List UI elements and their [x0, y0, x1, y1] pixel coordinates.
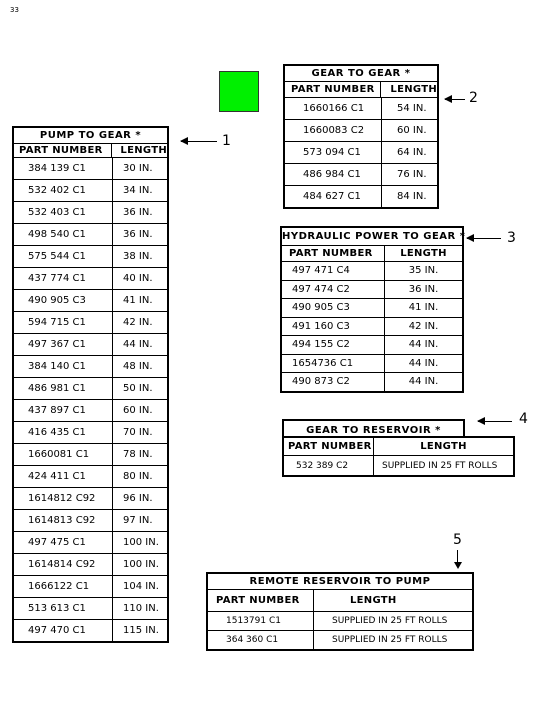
pump-to-gear-table [12, 126, 169, 643]
part-number-cell: 486 984 C1 [285, 164, 382, 185]
part-number-cell: 384 140 C1 [14, 356, 113, 377]
table-row [14, 202, 167, 224]
length-cell: 34 IN. [123, 185, 153, 196]
part-number-cell: 384 139 C1 [14, 158, 113, 179]
table-row [14, 532, 167, 554]
part-number-cell: 424 411 C1 [14, 466, 113, 487]
length-cell: 104 IN. [123, 581, 159, 592]
table-row [14, 180, 167, 202]
col-length-header: LENGTH [120, 145, 167, 156]
table-title: REMOTE RESERVOIR TO PUMP [208, 574, 472, 590]
table-header [284, 438, 513, 456]
length-cell: 36 IN. [408, 283, 439, 295]
length-cell: 76 IN. [397, 169, 427, 180]
part-number-cell: 1513791 C1 [208, 612, 314, 630]
callout-label-2: 2 [469, 90, 478, 106]
table-row [282, 299, 462, 318]
part-number-cell: 497 470 C1 [14, 620, 113, 641]
table-row [285, 186, 437, 207]
col-length-header: LENGTH [390, 84, 437, 95]
length-cell: 64 IN. [397, 147, 427, 158]
length-cell: 42 IN. [408, 320, 439, 332]
table-row [14, 598, 167, 620]
part-number-cell: 1660081 C1 [14, 444, 113, 465]
part-number-cell: 532 403 C1 [14, 202, 113, 223]
table-row [282, 336, 462, 355]
length-cell: 40 IN. [123, 273, 153, 284]
table-title: PUMP TO GEAR * [14, 128, 167, 144]
part-number-cell: 1614814 C92 [14, 554, 113, 575]
length-cell: 50 IN. [123, 383, 153, 394]
part-number-cell: 486 981 C1 [14, 378, 113, 399]
table-row [14, 400, 167, 422]
part-number-cell: 497 475 C1 [14, 532, 113, 553]
callout-arrow-3 [467, 238, 501, 239]
length-cell: SUPPLIED IN 25 FT ROLLS [332, 616, 448, 626]
length-cell: 42 IN. [123, 317, 153, 328]
length-cell: 44 IN. [408, 376, 439, 388]
table-title: GEAR TO GEAR * [285, 66, 437, 82]
part-number-cell: 490 905 C3 [14, 290, 113, 311]
part-number-cell: 1660083 C2 [285, 120, 382, 141]
length-cell: 96 IN. [123, 493, 153, 504]
table-row [208, 612, 472, 631]
table-row [285, 142, 437, 164]
callout-label-4: 4 [519, 411, 528, 427]
table-row [282, 373, 462, 391]
remote-reservoir-to-pump-table [206, 572, 474, 651]
part-number-cell: 437 774 C1 [14, 268, 113, 289]
table-row [14, 422, 167, 444]
gear-to-gear-table [283, 64, 439, 209]
callout-label-1: 1 [222, 133, 231, 149]
length-cell: 35 IN. [408, 265, 439, 277]
callout-arrow-4 [478, 421, 512, 422]
col-length-header: LENGTH [400, 248, 447, 259]
length-cell: 60 IN. [397, 125, 427, 136]
table-row [14, 554, 167, 576]
part-number-cell: 491 160 C3 [282, 318, 385, 336]
table-row [14, 268, 167, 290]
part-number-cell: 1660166 C1 [285, 98, 382, 119]
length-cell: 38 IN. [123, 251, 153, 262]
part-number-cell: 364 360 C1 [208, 631, 314, 649]
callout-label-5: 5 [453, 532, 462, 548]
length-cell: 84 IN. [397, 191, 427, 202]
col-length-header: LENGTH [420, 441, 467, 452]
length-cell: SUPPLIED IN 25 FT ROLLS [382, 460, 498, 471]
col-part-number-header: PART NUMBER [208, 590, 314, 611]
callout-label-3: 3 [507, 230, 516, 246]
part-number-cell: 1654736 C1 [282, 355, 385, 373]
part-number-cell: 497 474 C2 [282, 281, 385, 299]
length-cell: 41 IN. [408, 302, 439, 314]
length-cell: 30 IN. [123, 163, 153, 174]
table-header [208, 590, 472, 612]
length-cell: 100 IN. [123, 537, 159, 548]
table-row [282, 281, 462, 300]
callout-arrow-2 [445, 99, 465, 100]
table-header [285, 82, 437, 98]
table-row [14, 224, 167, 246]
table-title: HYDRAULIC POWER TO GEAR * [282, 228, 462, 246]
part-number-cell: 573 094 C1 [285, 142, 382, 163]
part-number-cell: 490 905 C3 [282, 299, 385, 317]
part-number-cell: 1614812 C92 [14, 488, 113, 509]
length-cell: 36 IN. [123, 207, 153, 218]
table-row [14, 158, 167, 180]
table-row [285, 120, 437, 142]
part-number-cell: 513 613 C1 [14, 598, 113, 619]
table-row [14, 290, 167, 312]
part-number-cell: 594 715 C1 [14, 312, 113, 333]
part-number-cell: 532 402 C1 [14, 180, 113, 201]
col-part-number-header: PART NUMBER [282, 246, 385, 261]
length-cell: 100 IN. [123, 559, 159, 570]
length-cell: 41 IN. [123, 295, 153, 306]
gear-to-reservoir-table [282, 436, 515, 477]
col-part-number-header: PART NUMBER [14, 144, 112, 157]
table-row [14, 510, 167, 532]
part-number-cell: 497 471 C4 [282, 262, 385, 280]
callout-arrow-1 [181, 141, 217, 142]
length-cell: 115 IN. [123, 625, 159, 636]
part-number-cell: 1666122 C1 [14, 576, 113, 597]
length-cell: 70 IN. [123, 427, 153, 438]
table-row [285, 164, 437, 186]
col-length-header: LENGTH [350, 595, 397, 606]
table-header [282, 246, 462, 262]
part-number-cell: 416 435 C1 [14, 422, 113, 443]
part-number-cell: 498 540 C1 [14, 224, 113, 245]
length-cell: 78 IN. [123, 449, 153, 460]
length-cell: 44 IN. [408, 357, 439, 369]
table-header [14, 144, 167, 158]
hydraulic-power-to-gear-table [280, 226, 464, 393]
length-cell: 44 IN. [408, 339, 439, 351]
table-row [208, 631, 472, 649]
table-row [282, 318, 462, 337]
part-number-cell: 490 873 C2 [282, 373, 385, 391]
table-row [14, 246, 167, 268]
col-part-number-header: PART NUMBER [284, 438, 374, 455]
part-number-cell: 497 367 C1 [14, 334, 113, 355]
length-cell: 60 IN. [123, 405, 153, 416]
table-row [14, 356, 167, 378]
part-number-cell: 437 897 C1 [14, 400, 113, 421]
table-row [282, 262, 462, 281]
table-row [14, 378, 167, 400]
length-cell: 36 IN. [123, 229, 153, 240]
table-row [14, 334, 167, 356]
table-row [14, 444, 167, 466]
green-color-swatch [219, 71, 259, 112]
part-number-cell: 532 389 C2 [284, 456, 374, 475]
length-cell: 48 IN. [123, 361, 153, 372]
table-row [285, 98, 437, 120]
length-cell: SUPPLIED IN 25 FT ROLLS [332, 635, 448, 645]
part-number-cell: 1614813 C92 [14, 510, 113, 531]
table-row [282, 355, 462, 374]
callout-arrow-5-head [454, 562, 462, 569]
table-row [284, 456, 513, 475]
table-row [14, 620, 167, 641]
length-cell: 54 IN. [397, 103, 427, 114]
table-row [14, 466, 167, 488]
table-row [14, 312, 167, 334]
length-cell: 110 IN. [123, 603, 159, 614]
part-number-cell: 494 155 C2 [282, 336, 385, 354]
col-part-number-header: PART NUMBER [285, 82, 381, 97]
length-cell: 80 IN. [123, 471, 153, 482]
part-number-cell: 575 544 C1 [14, 246, 113, 267]
length-cell: 44 IN. [123, 339, 153, 350]
page-number: 33 [10, 6, 19, 14]
table-row [14, 488, 167, 510]
length-cell: 97 IN. [123, 515, 153, 526]
table-row [14, 576, 167, 598]
part-number-cell: 484 627 C1 [285, 186, 382, 207]
table-title: GEAR TO RESERVOIR * [306, 425, 441, 436]
